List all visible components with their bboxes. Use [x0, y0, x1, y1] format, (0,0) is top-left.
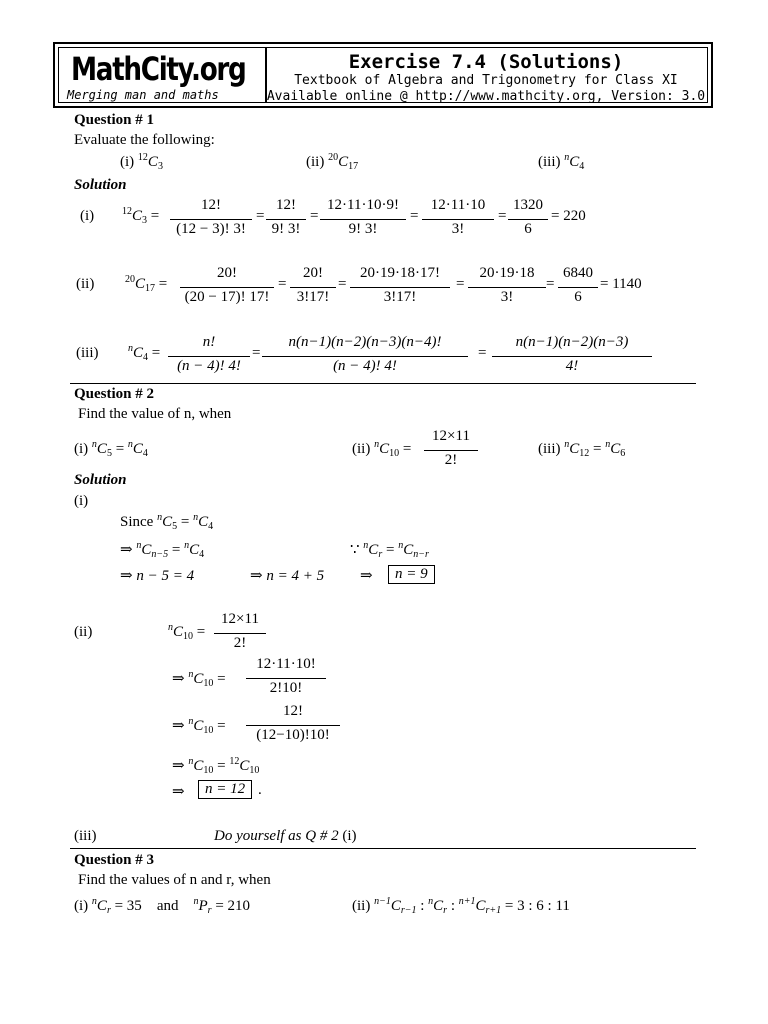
q2-solution-heading: Solution [74, 472, 127, 488]
question-2-heading: Question # 2 [74, 386, 155, 402]
numerator: 20! [303, 265, 323, 281]
denominator: (12 − 3)! 3! [176, 221, 246, 237]
q3-part-ii: (ii) $^{n-1}C_{r-1}$ : $^nC_r$ : $^{n+1}C_{r+1} = 3$ : 6 : 11 [352, 896, 570, 916]
q2-i-step-d [360, 566, 373, 585]
textbook-subtitle: Textbook of Algebra and Trigonometry for Class XI [294, 73, 678, 88]
site-logo: MathCity.org [71, 50, 246, 88]
question-3-prompt: Find the values of n and r, when [78, 872, 271, 888]
numerator: 6840 [563, 265, 593, 281]
denominator: 4! [565, 358, 579, 374]
q1-iii-lhs: $^nC_4$ = [128, 343, 161, 363]
section-divider [70, 848, 696, 849]
site-tagline: Merging man and maths [67, 88, 219, 102]
q1-part-label: (i) [120, 154, 135, 170]
numerator: 20·19·18·17! [360, 265, 440, 281]
q1-part-label: (iii) [538, 154, 561, 170]
denominator: (n − 4)! 4! [333, 358, 397, 374]
q3-part-label: (i) [74, 898, 89, 914]
q2-ii-label: (ii) [74, 624, 93, 640]
q1-part-ii: (ii) $^{20}C_{17}$ [306, 152, 359, 172]
q1-i-fraction-1 [170, 197, 252, 245]
numerator: 12·11·10·9! [327, 197, 399, 213]
numerator: 12×11 [221, 611, 259, 627]
denominator: 6 [524, 221, 532, 237]
denominator: 9! 3! [348, 221, 378, 237]
q1-iii-label: (iii) [76, 345, 99, 361]
q1-iii-fraction-1 [168, 334, 250, 382]
q2-part-label: (iii) [538, 441, 561, 457]
section-divider [70, 383, 696, 384]
q1-i-lhs: $^{12}C_3$ = [122, 206, 160, 226]
implies-symbol: ⇒ [172, 718, 185, 734]
q1-ii-fraction-1 [180, 265, 274, 313]
q2-ii-fraction [424, 428, 478, 476]
page-header [53, 42, 713, 108]
q2-i-reason: ∵ $^nC_r = ^nC_{n-r}$ [350, 540, 429, 560]
period: . [258, 782, 262, 798]
ratio-value: = 3 : 6 : 11 [504, 898, 570, 914]
q1-ii-result: = 1140 [600, 276, 642, 292]
q2-iii-note [214, 828, 357, 845]
implies-symbol: ⇒ [360, 568, 373, 584]
equation: n − 5 = 4 [136, 568, 195, 584]
and-text: and [156, 898, 179, 914]
denominator: 3! [500, 289, 514, 305]
denominator: (12−10)!10! [256, 727, 330, 743]
denominator: 3!17! [296, 289, 330, 305]
implies-symbol: ⇒ [250, 568, 263, 584]
q2-i-label: (i) [74, 493, 89, 509]
q2-ii-step-2: ⇒ $^nC_{10}$ = [172, 716, 226, 736]
q1-i-label: (i) [80, 208, 95, 224]
q1-ii-label: (ii) [76, 276, 95, 292]
note-text: Do yourself as Q # 2 [214, 828, 339, 844]
q1-ii-fraction-4 [468, 265, 546, 313]
q1-ii-lhs: $^{20}C_{17}$ = [125, 274, 168, 294]
implies-symbol: ⇒ [172, 784, 185, 800]
numerator: 20! [217, 265, 237, 281]
q1-part-i: (i) $^{12}C_3$ [120, 152, 163, 172]
q2-i-step-a: ⇒ $^nC_{n-5} = ^nC_4$ [120, 540, 205, 560]
q3-part-i: (i) $^nC_r = 35$ and $^nP_r = 210$ [74, 896, 251, 916]
q1-part-label: (ii) [306, 154, 325, 170]
denominator: (n − 4)! 4! [177, 358, 241, 374]
equation: n = 4 + 5 [266, 568, 325, 584]
q2-ii-fraction-1 [214, 611, 266, 659]
q2-ii-answer: n = 12 [198, 780, 252, 799]
denominator: 9! 3! [271, 221, 301, 237]
implies-symbol: ⇒ [172, 671, 185, 687]
denominator: 2! [444, 452, 458, 468]
q2-iii-label: (iii) [74, 828, 97, 844]
q2-part-iii: (iii) $^nC_{12} = ^nC_6$ [538, 439, 626, 459]
availability-note: Available online @ http://www.mathcity.org, Version: 3.0 [266, 89, 706, 104]
since-text: Since [120, 514, 154, 530]
q2-part-i: (i) $^nC_5 = ^nC_4$ [74, 439, 148, 459]
numerator: 1320 [513, 197, 543, 213]
value: = 210 [215, 898, 251, 914]
implies-symbol: ⇒ [120, 542, 133, 558]
q1-ii-fraction-5 [558, 265, 598, 313]
q1-solution-heading: Solution [74, 177, 127, 193]
q1-i-fraction-3 [320, 197, 406, 245]
implies-symbol: ⇒ [120, 568, 133, 584]
q2-ii-step-3: ⇒ $^nC_{10} = ^{12}C_{10}$ [172, 756, 260, 776]
numerator: 12! [201, 197, 221, 213]
q2-ii-fraction-2 [246, 656, 326, 704]
note-ref: (i) [342, 828, 357, 844]
denominator: 3! [451, 221, 465, 237]
q1-i-fraction-5 [508, 197, 548, 245]
numerator: 12·11·10 [430, 197, 486, 213]
numerator: 20·19·18 [479, 265, 535, 281]
denominator: 6 [574, 289, 582, 305]
q1-ii-fraction-3 [350, 265, 450, 313]
numerator: n! [202, 334, 216, 350]
q2-i-answer: n = 9 [388, 565, 435, 584]
q2-part-label: (ii) [352, 441, 371, 457]
header-frame [58, 47, 708, 103]
q1-part-iii: (iii) $^nC_4$ [538, 152, 585, 172]
numerator: 12·11·10! [256, 656, 316, 672]
numerator: 12! [276, 197, 296, 213]
denominator: 3!17! [383, 289, 417, 305]
denominator: (20 − 17)! 17! [184, 289, 270, 305]
numerator: 12×11 [432, 428, 470, 444]
q2-i-step-b [120, 566, 194, 585]
numerator: n(n−1)(n−2)(n−3)(n−4)! [288, 334, 442, 350]
logo-panel [59, 48, 267, 102]
q2-i-step-c [250, 566, 324, 585]
q1-iii-fraction-3 [492, 334, 652, 382]
q2-ii-step-1: ⇒ $^nC_{10}$ = [172, 669, 226, 689]
numerator: 12! [283, 703, 303, 719]
q1-ii-fraction-2 [290, 265, 336, 313]
because-symbol: ∵ [350, 542, 360, 558]
value: = 35 [114, 898, 142, 914]
q2-i-since-line: Since $^nC_5 = ^nC_4$ [120, 512, 214, 532]
q2-part-label: (i) [74, 441, 89, 457]
question-3-heading: Question # 3 [74, 852, 155, 868]
q2-part-ii: (ii) $^nC_{10}$ = [352, 439, 412, 459]
q2-ii-step-4 [172, 782, 185, 801]
question-2-prompt: Find the value of n, when [78, 406, 232, 422]
q3-part-label: (ii) [352, 898, 371, 914]
question-1-heading: Question # 1 [74, 112, 155, 128]
q1-i-fraction-4 [422, 197, 494, 245]
exercise-title: Exercise 7.4 (Solutions) [348, 51, 624, 73]
denominator: 2! [233, 635, 247, 651]
q1-i-result: = 220 [551, 208, 586, 224]
q2-ii-lhs-1: $^nC_{10}$ = [168, 622, 206, 642]
q1-iii-fraction-2 [262, 334, 468, 382]
q2-ii-fraction-3 [246, 703, 340, 751]
q1-i-fraction-2 [266, 197, 306, 245]
question-1-prompt: Evaluate the following: [74, 132, 215, 148]
implies-symbol: ⇒ [172, 758, 185, 774]
numerator: n(n−1)(n−2)(n−3) [515, 334, 629, 350]
denominator: 2!10! [269, 680, 303, 696]
